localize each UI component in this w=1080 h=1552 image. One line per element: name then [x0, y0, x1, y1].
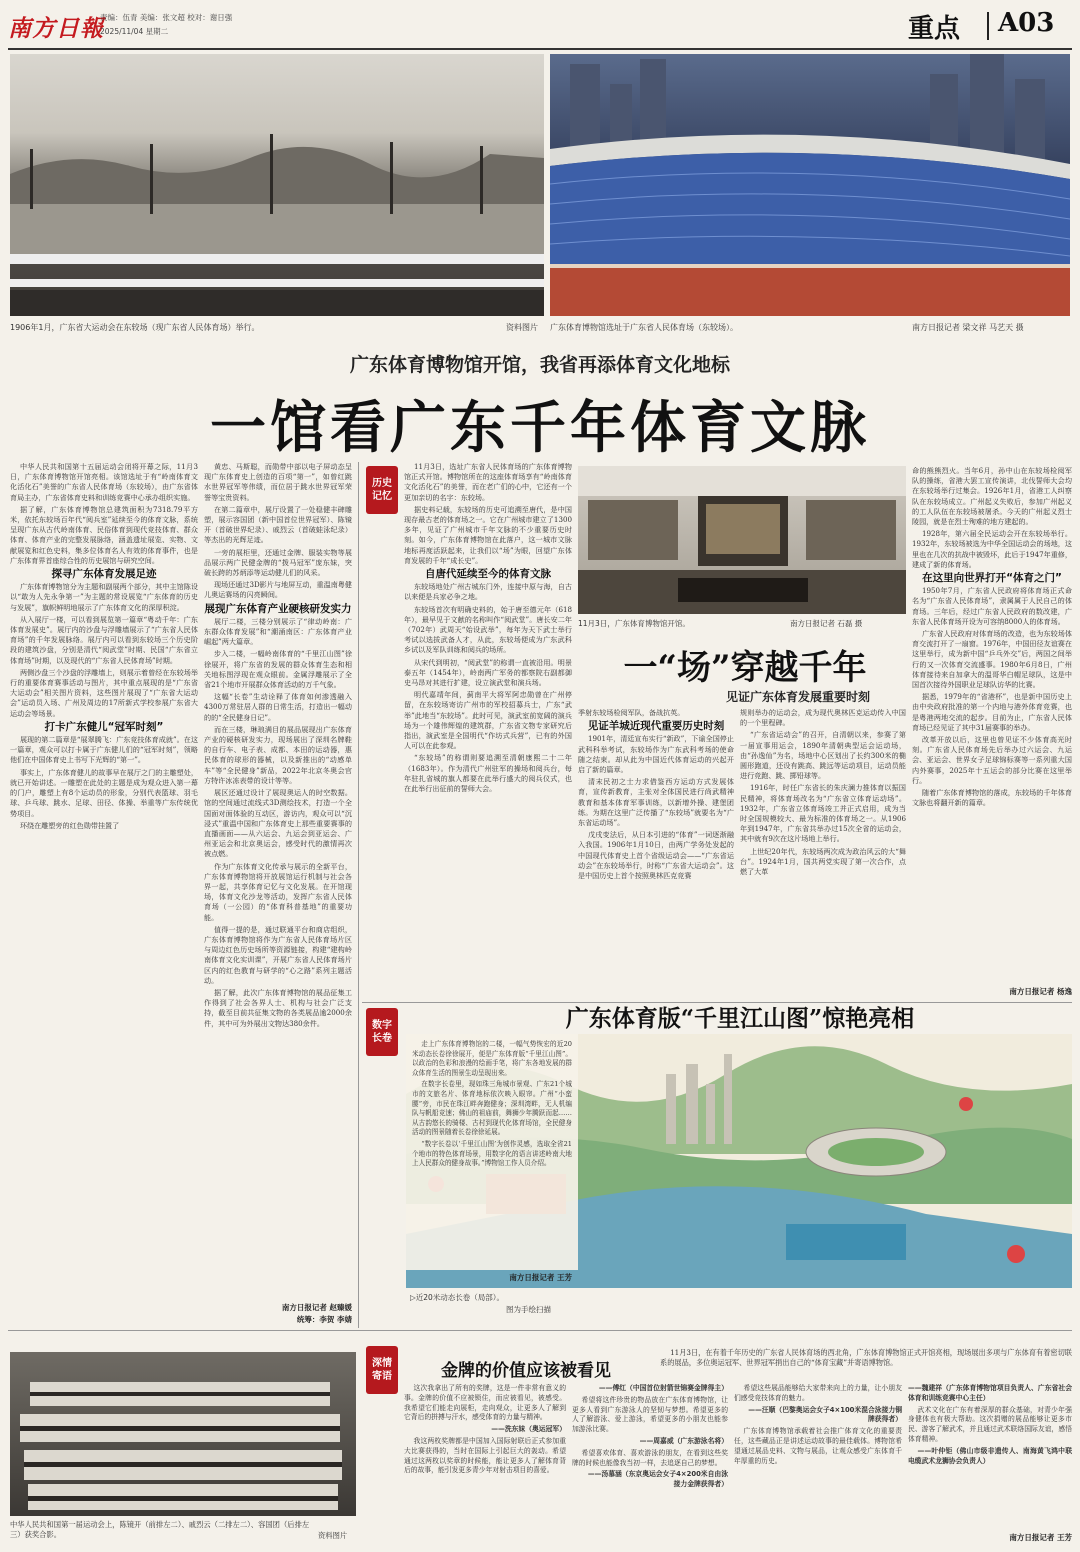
quote-1-text: 这次我拿出了所有的奖牌，这是一件非常有意义的事。金牌的价值不应被锁住，而应被看见，被感受。我希望它们能走向展柜，走向观众，让更多人了解到它背后的拼搏与汗水，感受体育的力量与精神。: [404, 1384, 566, 1422]
scroll-text-2: 在数字长卷里，现如珠三角城市景观、广东21个城市的文旅名片、体育地标依次映入眼帘。广州“小蛮腰”旁，市民在珠江畔奔跑健身；深圳湾畔，无人机编队与帆船竞速；佛山的祖庙前，舞狮少年腾跃而起……从古韵悠长的骑楼、古村到现代化体育场馆，全民健身活动的图景随着长卷徐徐延展。: [412, 1080, 572, 1137]
headline-main: 一馆看广东千年体育文脉: [210, 395, 870, 461]
museum-interior-photo: [578, 466, 906, 614]
quote-5-text: 希望这些展品能够给大家带来向上的力量，让小朋友们感受竞技体育的魅力。: [734, 1384, 902, 1402]
history-tag: [366, 466, 398, 514]
quote-6-text: 广东体育博物馆承载着社会推广体育文化的重要责任，这些藏品正是讲述运动故事的最佳载体。博物馆希望通过展品史料、文物与展品，让观众感受广东体育千年厚重的历史。: [734, 1427, 902, 1465]
c2-p11: 值得一提的是，通过联通平台和商店组织，广东体育博物馆将作为广东省人民体育场片区与周边红色历史场所等资源链接，构建“建构岭南体育文化实训课”，开展广东省人民体育场片区内的红色教育与研学的“心之路”系列主题活动。: [204, 924, 352, 985]
history-d2: 1928年，第六届全民运动会开在东较场举行。1932年，东较场被选为中华全国运动会的场地，这里也在几次的抗战中被毁坏，此后于1947年重修，建成了新的体育场。: [912, 529, 1072, 569]
c2-byline: 南方日报记者 赵臻媛: [281, 1303, 352, 1312]
c2-p9: 展区还通过设计了展现奥运人的时空数据。馆的空间通过流线式3D测绘技术，打造一个全国面对面体验的互动区，游访内，观众可以“沉浸式”重温中国和广东体育史上那些重要赛事的直播画面——从六运会、九运会到亚运会、广州亚运会和北京奥运会，感受时代的激情再次被点燃。: [204, 788, 352, 859]
scroll-caption: ▷近20米动态长卷（局部）。: [410, 1293, 505, 1302]
history-b0: 季射东较场检阅军队，备战抗英。: [578, 708, 685, 717]
c2-p2: 在第二篇章中，展厅设置了一处稳健丰碑雕塑，展示容国团（新中国首位世界冠军）、陈镜开（首破世界纪录）、戚烈云（首破蛙泳纪录）等杰出的光辉足迹。: [204, 504, 352, 545]
history-subhead-3: 在这里向世界打开“体育之门”: [922, 572, 1062, 585]
history-d4: 广东省人民政府对体育场的改造，也为东较场体育交流打开了一扇窗。1976年，中国田径友谊赛在这里举行，成为新中国“乒乓外交”后，两国之间举行的又一次体育交流盛事。1980年6月8日，广州体育接待来自加拿大的温哥华白帽足球队，这是中国首次接待外国职业足球队访华的比赛。: [912, 629, 1072, 690]
quote-4-author: ——汤慕涵（东京奥运会女子4×200米自由泳接力金牌获得者）: [587, 1470, 728, 1489]
history-column-b: [578, 708, 734, 998]
c1-p3: 广东体育博物馆分为主题和副展两个部分，其中主馆陈设以“敢为人先永争第一”为主题的常设展览“广东体育的历史与发展”，旗帜鲜明地展示了广东体育文化的深厚积淀。: [10, 582, 198, 612]
history-tag-text: 历史记忆: [372, 478, 392, 502]
quote-7-text: 武术文化在广东有着深厚的群众基础，对青少年强身健体也有极大帮助。这次捐赠的展品能够让更多市民、游客了解武术，并且通过武术联络国际友谊，感悟体育精神。: [908, 1405, 1072, 1443]
quote-col-3: [734, 1384, 902, 1546]
history-a1: 东较场地处广州古城东门外，连接中原与海，自古以来便是兵家必争之地。: [404, 582, 572, 602]
history-subhead-2: 见证羊城近现代重要历史时刻: [587, 720, 725, 733]
history-column-d: [912, 466, 1072, 982]
history-big-subtitle: 见证广东体育发展重要时刻: [725, 690, 870, 704]
quote-5-author: ——汪顺（巴黎奥运会女子4×100米混合泳接力铜牌获得者）: [748, 1405, 902, 1424]
c1-p2: 据了解，广东体育博物馆总建筑面积为7318.79平方米，依托东较场百年代“阅兵室”延续至今的体育文脉，系统呈现广东从古代岭南体育、民俗体育到现代竞技体育、群众体育、体育产业的完整发展脉络，涵盖遗址展览、实物、文献展览和红色史料，集多位体育名人有效的体育事件，也是广东体育界首座综合性的历史展馆与研究空间。: [10, 504, 198, 565]
c2-p10: 作为广东体育文化传承与展示的全新平台，广东体育博物馆将开放展馆运行机制与社会各界一起，共享体育记忆与文化发展。在开馆现场，体育文化沙龙等活动，发挥广东省人民体育场（一公园）的“体育科普基地”的重要功能。: [204, 861, 352, 922]
history-c3: 1916年，时任广东省长的朱庆澜力推体育以振国民精神，将体育场改名为“广东省立体育运动场”。1932年，广东省立体育场竣工并正式启用，成为当时全国规模较大、最为标准的体育场之一。从1906年到1947年，广东省共举办过15次全省的运动会，其中就有9次在这片场地上举行。: [740, 783, 906, 844]
c2-p7: 这幅“长卷”生动诠释了体育如何渗透融入4300万常驻居人群的日常生活，打造出一幅动的的“全民健身日记”。: [204, 692, 352, 722]
scroll-tag-text: 数字长卷: [372, 1020, 392, 1044]
quote-byline: 南方日报记者 王芳: [1009, 1533, 1072, 1542]
history-intro-2: 据史料记载，东较场的历史可追溯至唐代，是中国现存最古老的体育场之一。它在广州城市建立了1300多年，见证了广州城市千年文脉的不少重要历史时刻。如今，广东体育博物馆在此落户，这一城市文脉地标再度活跃起来，让我们以“场”为眼，回望广东体育发展的千年“成长史”。: [404, 504, 572, 565]
history-c2: “广东省运动会”的召开，自清朝以来，参赛了第一届宣事用运会，1890年清朝典型运会运动场，由“孙逸仙”为名，场地中心区划出了长约300米的椭圆形跑道，还设有跳高、跳远等运动项目，运动员能进行竞跑、跳、掷铅球等。: [740, 730, 906, 781]
history-a4: 明代嘉靖年间，蓟南平大将军阿忠勋曾在广州停留，在东较场寄访广州市的军校招募兵士，广东“武举”此地当“东较场”。此时可见，演武室前宽阔的演兵场为一个雄伟辉煌的建筑群，广东省文物专家研究后指出，演武室是全国明代“作坊式兵营”，已有的外国人可以在此参观。: [404, 690, 572, 751]
article-column-2: [204, 462, 352, 1310]
history-b3: 戊戌变法后，从日本引进的“体育”一词逐渐融入我国。1906年1月10日，由两广学务处发起的中国现代体育史上首个省级运动会——“广东省运动会”在东较场举行，时称“广东省大运动会”。这是中国历史上首个按照奥林匹克竞赛: [578, 830, 734, 881]
date-line: 2025/11/04 星期二: [100, 27, 169, 36]
editors-line: 责编：伍青 美编：张文超 校对：谢日强: [100, 13, 233, 22]
quote-intro: 11月3日，在有着千年历史的广东省人民体育场的西北角，广东体育博物馆正式开馆亮相，现场展出多项与广东体育有着密切联系的展品，多位奥运冠军、世界冠军捐出自己的“体育宝藏”并寄语博物馆。: [660, 1348, 1072, 1368]
history-b2: 清末民初之士力求借鉴西方运动方式发展体育，宣传新教育，主张对全体国民进行尚武精神教育和基本体育军事训练，以新增外操、建堡团练。为期在这里广泛传播了“东较场”就要名为“广东省运动场”。: [578, 777, 734, 828]
c1-p8: 环绕在雕塑旁的红色勋带挂置了: [19, 820, 120, 830]
quote-3-author: ——周嘉威（广东游泳名将）: [639, 1436, 728, 1445]
history-intro-column: [404, 462, 572, 1022]
scroll-caption-credit: 图为手绘扫描: [506, 1305, 551, 1314]
c1-p7: 事实上，广东体育健儿的故事早在展厅之门的主雕塑处，就已开始讲述。一雕塑在此处的主题是成为观众进入第一幕的门户，雕塑上有8个运动员的形象，分别代表篮球、羽毛球、乒乓球、跳水、足球、田径、体操、举重等广东传统优势项目。: [10, 767, 198, 818]
quote-title: 金牌的价值应该被看见: [441, 1361, 611, 1381]
history-d6: 改革开放以后，这里也曾见证不少体育高光时刻。广东省人民体育场先后举办过六运会、九运会、亚运会、世界女子足球锦标赛等一系列重大国内外赛事，2025年十五运会的部分比赛在这里举行。: [912, 735, 1072, 785]
c2-byline-2: 统筹：李贺 李婧: [296, 1315, 352, 1324]
history-a3: 从宋代到明初，“阅武堂”的称谓一直被沿用。明景泰五年（1454年），岭南两广军务的都察院右副都御史马昂对其进行扩建，设立演武堂和演兵场。: [404, 657, 572, 688]
photo-caption-left: 1906年1月，广东省大运动会在东较场（现广东省人民体育场）举行。: [10, 323, 260, 332]
quote-3-text: 希望将这件珍贵的物品放在广东体育博物馆，让更多人看到广东游泳人的坚韧与梦想。希望更多的人了解游泳、爱上游泳，希望更多的小朋友也能参加游泳比赛。: [572, 1395, 728, 1434]
quote-2-author: ——傅红（中国首位射箭世锦赛金牌得主）: [598, 1384, 728, 1392]
c1-p6: 展现的第二篇章是“展翠腾飞：广东竞技体育成就”。在这一篇章，观众可以打卡属于广东健儿们的“冠军时刻”，领略他们在中国体育史上书写下光辉的“第一”。: [10, 735, 198, 765]
quote-col-2: [572, 1384, 728, 1546]
quote-2-text: 我这两枚奖牌都是中国加入国际射联后正式参加重大比赛获得的，当时在国际上引起巨大的轰动。希望通过这两枚以奖章的时候能，能让更多人了解体育背后的故事，能引发更多青少年对射击项目的喜爱。: [404, 1436, 566, 1475]
museum-photo-caption: 11月3日，广东体育博物馆开馆。: [578, 619, 690, 628]
headline-kicker: 广东体育博物馆开馆，我省再添体育文化地标: [349, 354, 730, 376]
history-byline: 南方日报记者 杨逸: [1009, 987, 1072, 996]
history-d3: 1950年7月，广东省人民政府将体育场正式命名为“广东省人民体育场”，隶属属于人民自己的体育场。三年后，经过广东省人民政府的数改建，广东省人民体育场开设为可容纳8000人的体育场。: [912, 586, 1072, 626]
scroll-title: 广东体育版“千里江山图”惊艳亮相: [565, 1005, 915, 1032]
history-d5: 据悉，1979年的“省港杯”，也是新中国历史上由中央政府批准的第一个内地与港外体育竞赛，也是粤港两地交流的起步。目前为止，广东省人民体育场已经见证了其中31届赛事的举办。: [912, 692, 1072, 732]
athletes-group-photo: [10, 1352, 356, 1516]
athletes-photo-credit: 资料图片: [318, 1531, 348, 1540]
quote-1-author: ——洗东妹（奥运冠军）: [491, 1425, 566, 1434]
c1-p4: 从入展厅一楼，可以看到展览第一篇章“粤动千年：广东体育发展史”。展厅内的沙盘与浮雕墙展示了“广东省人民体育场”的千年发展脉络。展厅内可以看到东较场三个历史阶段的建筑沙盘，分别是清代“阅武堂”时期、民国“广东省立体育场”时期，以及现代的“广东省人民体育场”时期。: [10, 614, 198, 665]
c2-p5: 展厅二楼，三楼分别展示了“律动岭南：广东群众体育发展”和“潮涌南区：广东体育产业崛起”两大篇章。: [204, 616, 352, 647]
scroll-text-1: 走上广东体育博物馆的二楼，一幅气势恢宏的近20米动态长卷徐徐展开，便是广东体育版“千里江山图”。以政治的色彩和浪漫的绘画手笔，将广东各地发展的群众体育生活的图景生动呈现出来。: [412, 1040, 572, 1077]
c1-p5: 两侧沙盘三个沙盘的浮雕墙上，则展示着曾经在东较场举行的重要体育赛事活动与图片，其中重点展现的是“广东省大运动会”相关图片资料，这些图片展现了“广东省大运动会”运动员入场、广州及周边的17所新式学校参展广东省大运动会等场景。: [10, 667, 198, 718]
history-b1: 1901年，清廷宣布实行“新政”，下谕全国停止武科科举考试，东较场作为广东武科考场的使命随之结束。却从此为中国近代体育运动的兴起开启了新的篇章。: [578, 734, 734, 775]
history-column-c: [740, 708, 906, 998]
c2-p12: 据了解，此次广东体育博物馆的展品征集工作得到了社会各界人士、机构与社会广泛支持，截至目前共征集文物的各类展品逾2000余件，其中可为外展出文物达380余件。: [204, 987, 352, 1028]
history-big-title: 一“场”穿越千年: [623, 648, 867, 688]
museum-photo-credit: 南方日报记者 石磊 摄: [790, 619, 863, 628]
history-subhead-1: 自唐代延续至今的体育文脉: [425, 568, 551, 581]
history-a5: “东较场”的称谓则要追溯至清朝康熙二十二年（1683年）。作为清代广州驻军的操场和阅兵台，每年驻扎省城的旗人都要在此举行盛大的阅兵仪式，也在此举行出征前的誓师大会。: [404, 753, 572, 794]
c2-subhead-1: 展现广东体育产业硬核研发实力: [204, 602, 352, 615]
history-intro: 11月3日，选址广东省人民体育场的广东体育博物馆正式开馆。博物馆所在的这座体育场享有“岭南体育文化活化石”的美誉，而在老广们的心中，它还有一个更加亲切的名字：东较场。: [404, 462, 572, 502]
scroll-painting: [406, 1034, 1072, 1288]
section-divider: [987, 12, 989, 40]
scroll-byline: 南方日报记者 王芳: [509, 1273, 572, 1282]
c2-p6: 步入二楼，一幅岭南体育的“千里江山图”徐徐展开，将广东省的发展的群众体育生态和相关地标图浮现在观众眼前。金属浮雕展示了全省21个地市开展群众体育活动的万千气象。: [204, 649, 352, 690]
c2-p1: 黄忠、马斯聪，而勋带中部以电子屏动态呈现广东体育史上创造的百项“第一”，如曾红跳水世界冠军等伟绩，而位居于跳水世界冠军荣誉等宝贵资料。: [204, 462, 352, 502]
stadium-photo: [550, 54, 1070, 316]
scroll-text-3: “数字长卷以‘千里江山图’为创作灵感，选取全省21个地市的特色体育场景，用数字化的语言讲述岭南大地上人民群众的健身故事。”博物馆工作人员介绍。: [412, 1139, 572, 1168]
scroll-text-box: [406, 1034, 578, 1270]
c2-p3: 一旁的展柜里，还通过金牌、服装实物等展品展示两广民健金牌的“拨马冠军”庞东妹，突破长跨的苏炳添等运动健儿们的风采。: [204, 547, 352, 578]
quote-4-text: 希望喜欢体育、喜欢游泳的朋友，在看到这些奖牌的时候也能像我当初一样，去追逐自己的梦想。: [572, 1448, 728, 1467]
page-number: A03: [998, 8, 1055, 38]
photo-credit-left: 资料图片: [506, 323, 538, 332]
historic-games-photo: [10, 54, 544, 316]
history-a2: 东较场首次有明确史料的，始于唐至德元年（618年），最早见于文献的名称叫作“阅武堂”。唐长安二年（702年）武周天“始设武举”，每年为天下武士举行考试以选拔武备人才，从此，东较场便成为广东武科乡试以及军队训练和阅兵的场所。: [404, 604, 572, 655]
quote-6-author: ——魏建祥（广东体育博物馆项目负责人、广东省社会体育和训练竞赛中心主任）: [908, 1384, 1072, 1402]
divider-vertical: [358, 462, 359, 1328]
history-c4: 上世纪20年代，东较场两次成为政治风云的大“舞台”。1924年1月，国共两党实现了第一次合作，点燃了大革: [740, 846, 906, 877]
history-d1: 命的熊熊烈火。当年6月，孙中山在东较场检阅军队的操练，省港大罢工宣传演讲，北伐誓师大会均在东较场举行过集会。1926年1月，省港工人纠察队在东较场成立。广州起义失败后，参加广州起义的工人队伍在东较场被屠杀。今天的广州起义烈士陵园，就是在烈士殉难的地方建起的。: [912, 466, 1072, 527]
c1-p1: 中华人民共和国第十五届运动会闭将开幕之际，11月3日，广东体育博物馆开馆亮相。该馆选址于有“岭南体育文化活化石”美誉的广东省人民体育场（东较场），由广东省体育局主办，广东省体育史料和训练竞赛中心承办组织实施。: [10, 462, 198, 502]
photo-caption-right: 广东体育博物馆选址于广东省人民体育场（东较场）。: [550, 323, 738, 332]
quote-tag: [366, 1346, 398, 1394]
quote-col-1: [404, 1384, 566, 1546]
c2-p4: 现场还通过3D影片与地屏互动，重温南粤健儿奥运赛场的闪亮瞬间。: [204, 580, 352, 600]
divider-bottom: [8, 1330, 1072, 1331]
quote-tag-text: 深情寄语: [372, 1358, 392, 1382]
masthead: [0, 0, 1080, 50]
masthead-rule: [8, 48, 1072, 50]
c1-subhead-1: 探寻广东体育发展足迹: [51, 568, 157, 581]
c1-subhead-2: 打卡广东健儿“冠军时刻”: [44, 720, 164, 733]
photo-credit-right: 南方日报记者 梁文祥 马艺天 摄: [912, 323, 1024, 332]
history-d7: 随着广东体育博物馆的落成，东较场的千年体育文脉也将翻开新的篇章。: [912, 788, 1072, 808]
c2-p8: 而在三楼，琳琅满目的展品展现出广东体育产业的硬核研发实力，现场展出了深圳名牌鞋的自行车、电子表、成都、本田的运动器，惠民体育的球形的器械，以及新推出的“动感单车”等“全民健身”新品，2022年北京冬奥会官方特许冰冻表带的设计等等。: [204, 724, 352, 785]
quote-col-4: [908, 1384, 1072, 1530]
section-name: 重点: [908, 14, 961, 44]
history-c1: 规则举办的运动会，成为现代奥林匹克运动传入中国的一个里程碑。: [740, 708, 906, 728]
athletes-photo-caption: 中华人民共和国第一届运动会上，陈镜开（前排左二）、戚烈云（二排左二）、容国团（后排左三）获奖合影。: [10, 1520, 310, 1539]
quote-7-author: ——叶仲钜（佛山市级非遗传人、南海黄飞鸿中联电缆武术龙狮协会负责人）: [908, 1446, 1072, 1465]
scroll-tag: [366, 1008, 398, 1056]
newspaper-logo: 南方日報: [8, 15, 104, 42]
article-column-1: [10, 462, 198, 1320]
